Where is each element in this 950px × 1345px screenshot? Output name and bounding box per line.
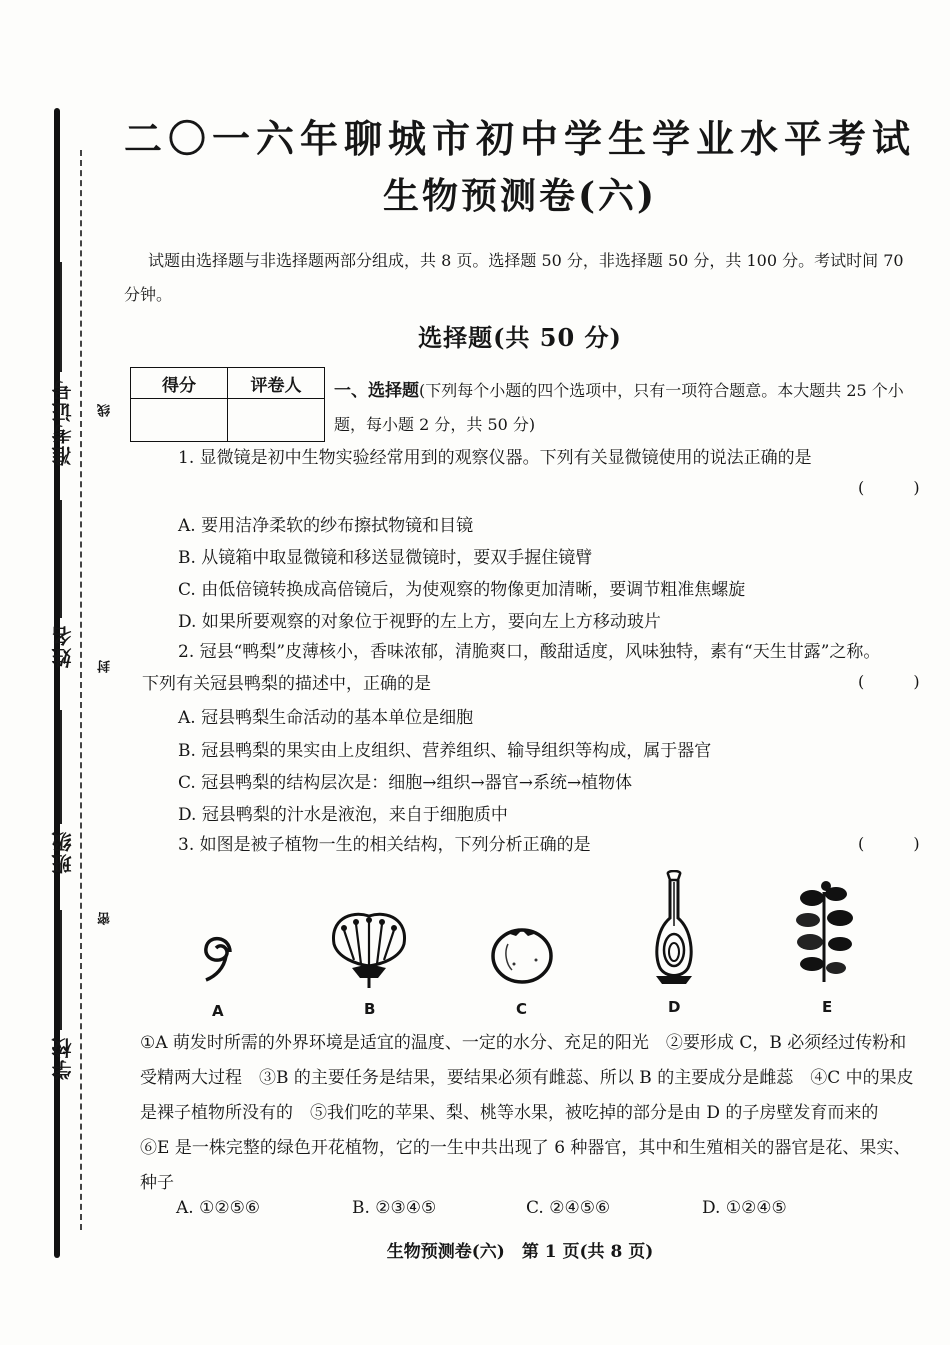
exam-number-blank (60, 262, 62, 372)
question-3-choice-c: C. ②④⑤⑥ (526, 1198, 611, 1218)
question-1-option-c: C. 由低倍镜转换成高倍镜后，为使观察的物像更加清晰，要调节粗准焦螺旋 (178, 580, 746, 600)
question-1-option-a: A. 要用洁净柔软的纱布擦拭物镜和目镜 (178, 516, 474, 536)
school-blank (60, 910, 62, 1030)
figure-label-c: C (516, 1000, 528, 1018)
question-3-choice-b: B. ②③④⑤ (352, 1198, 437, 1218)
question-1-option-d: D. 如果所要观察的对象位于视野的左上方，要向左上方移动玻片 (178, 612, 661, 632)
exam-subtitle: 生物预测卷(六) (382, 175, 658, 217)
question-1-answer-paren: ( ) (858, 478, 942, 497)
question-2-option-d: D. 冠县鸭梨的汁水是液泡，来自于细胞质中 (178, 805, 508, 825)
grader-header: 评卷人 (228, 368, 325, 399)
field-school-label: 学校 (50, 1036, 75, 1080)
flower-figure (326, 908, 412, 988)
exam-intro: 试题由选择题与非选择题两部分组成，共 8 页。选择题 50 分，非选择题 50 分，共 100 分。考试时间 70 分钟。 (124, 251, 904, 304)
plant-figure (792, 878, 858, 986)
seed-figure (196, 928, 246, 984)
question-3-stem: 3. 如图是被子植物一生的相关结构，下列分析正确的是 (178, 835, 591, 855)
question-2-stem-line2: 下列有关冠县鸭梨的描述中，正确的是 (142, 674, 431, 694)
figure-label-a: A (212, 1002, 224, 1020)
field-name (42, 624, 82, 668)
figure-label-e: E (822, 998, 833, 1016)
field-school (42, 1036, 82, 1080)
score-table (130, 367, 325, 442)
figure-label-d: D (668, 998, 681, 1016)
seal-mark-feng: 封 (98, 660, 113, 673)
seal-mark-xian: 线 (98, 404, 113, 417)
pistil-figure (646, 870, 702, 988)
question-2-stem-line1: 2. 冠县“鸭梨”皮薄核小，香味浓郁，清脆爽口，酸甜适度，风味独特，素有“天生甘露”之称。 (178, 642, 881, 662)
section-title: 选择题(共 50 分) (418, 323, 622, 352)
question-3-choice-a: A. ①②⑤⑥ (176, 1198, 261, 1218)
question-3-choice-d: D. ①②④⑤ (702, 1198, 787, 1218)
question-2-option-a: A. 冠县鸭梨生命活动的基本单位是细胞 (178, 708, 474, 728)
page-footer: 生物预测卷(六) 第 1 页(共 8 页) (386, 1242, 654, 1262)
field-name-label: 姓名 (50, 624, 75, 668)
name-blank (60, 500, 62, 618)
part-heading (334, 374, 918, 441)
question-1-stem: 1. 显微镜是初中生物实验经常用到的观察仪器。下列有关显微镜使用的说法正确的是 (178, 448, 812, 468)
score-header: 得分 (131, 368, 228, 399)
question-2-option-b: B. 冠县鸭梨的果实由上皮组织、营养组织、输导组织等构成，属于器官 (178, 741, 712, 761)
seal-mark-mi: 密 (98, 912, 113, 925)
field-exam-number-label: 准考证号 (50, 378, 75, 466)
field-class (42, 830, 82, 874)
class-blank (60, 710, 62, 824)
question-3-analysis: ①A 萌发时所需的外界环境是适宜的温度、一定的水分、充足的阳光 ②要形成 C，B 必须经过传粉和受精两大过程 ③B 的主要任务是结果，要结果必须有雌蕊、所以 B 的主要成分是雌蕊 ④C 中的果皮是裸子植物所没有的 ⑤我们吃的苹果、梨、桃等水果，被吃掉的部分是由 D 的子房壁发育而来的 ⑥E 是一株完整的绿色开花植物，它的一生中共出现了 6 种器官，其中和生殖相关的器官是花、果实、种子 (140, 1033, 914, 1193)
figure-label-b: B (364, 1000, 376, 1018)
question-2-answer-paren: ( ) (858, 672, 942, 691)
question-3-answer-paren: ( ) (858, 834, 942, 853)
part-instructions: (下列每个小题的四个选项中，只有一项符合题意。本大题共 25 个小题，每小题 2 分，共 50 分) (334, 381, 904, 434)
field-exam-number (42, 378, 82, 472)
grader-cell (228, 399, 325, 442)
exam-title: 二〇一六年聊城市初中学生学业水平考试 (123, 116, 916, 161)
part-label: 一、选择题 (334, 381, 419, 401)
question-2-option-c: C. 冠县鸭梨的结构层次是：细胞→组织→器官→系统→植物体 (178, 773, 633, 793)
field-class-label: 班级 (50, 830, 75, 874)
fruit-figure (488, 920, 556, 986)
score-cell (131, 399, 228, 442)
question-1-option-b: B. 从镜箱中取显微镜和移送显微镜时，要双手握住镜臂 (178, 548, 593, 568)
